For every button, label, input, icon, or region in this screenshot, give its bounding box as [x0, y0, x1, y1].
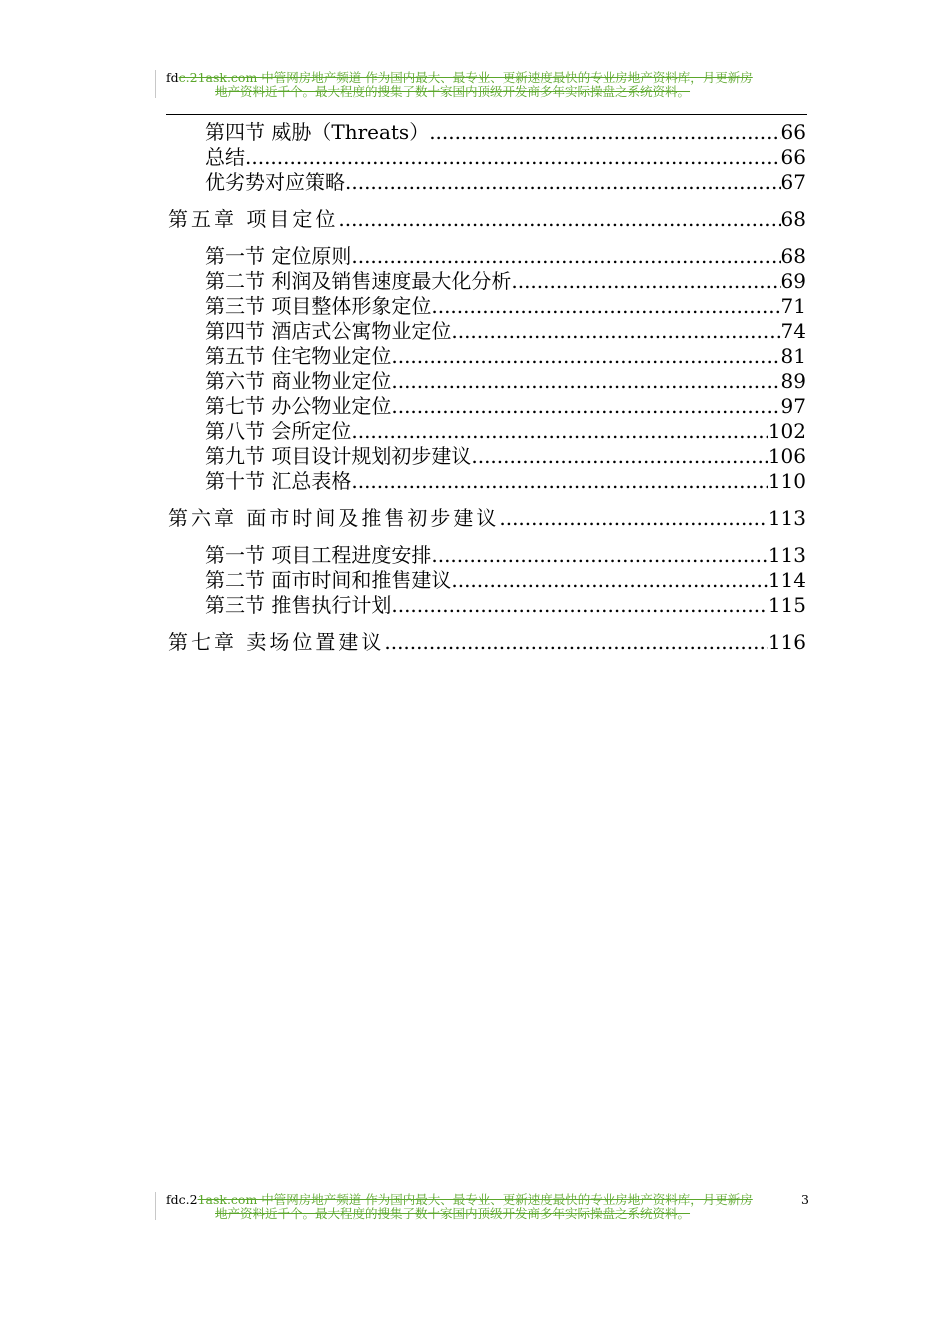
header-line-1 [166, 70, 753, 85]
toc-entry [205, 394, 806, 418]
toc-entry-title: 第四节 威胁（Threats） [205, 120, 430, 144]
toc-leader-dots [391, 593, 767, 617]
toc-entry-title: 第九节 项目设计规划初步建议 [205, 444, 472, 468]
page-number: 3 [801, 1192, 809, 1207]
toc-entry-page: 106 [767, 444, 806, 468]
toc-entry-page: 116 [767, 630, 806, 654]
toc-entry-title: 优劣势对应策略 [205, 170, 345, 194]
toc-entry-title: 第四节 酒店式公寓物业定位 [205, 319, 452, 343]
toc-entry-page: 74 [780, 319, 806, 343]
toc-entry-title: 第三节 项目整体形象定位 [205, 294, 432, 318]
toc-entry-page: 102 [767, 419, 806, 443]
toc-entry [205, 469, 806, 493]
header-margin-bar [155, 70, 156, 98]
toc-entry-title: 第二节 面市时间和推售建议 [205, 568, 452, 592]
toc-chapter-entry [168, 207, 806, 231]
toc-entry [205, 294, 806, 318]
toc-leader-dots [451, 568, 767, 592]
toc-leader-dots [431, 543, 767, 567]
toc-entry-page: 113 [767, 543, 806, 567]
toc-entry-page: 113 [767, 506, 806, 530]
header-line-2: 地产资料近千个。最大程度的搜集了数十家国内顶级开发商多年实际操盘之系统资料。 [215, 84, 691, 99]
toc-entry-title: 第六节 商业物业定位 [205, 369, 392, 393]
toc-leader-dots [351, 419, 767, 443]
footer-watermark-text: 1ask.com 中管网房地产频道 作为国内最大、最专业、更新速度最快的专业房地产资料库，月更新房 [197, 1192, 753, 1207]
toc-chapter-entry [168, 630, 806, 654]
toc-leader-dots [384, 630, 767, 654]
toc-entry [205, 568, 806, 592]
toc-entry [205, 344, 806, 368]
toc-entry-title: 第五节 住宅物业定位 [205, 344, 392, 368]
toc-entry-title: 第八节 会所定位 [205, 419, 352, 443]
toc-entry-title: 第二节 利润及销售速度最大化分析 [205, 269, 512, 293]
footer-line-2: 地产资料近千个。最大程度的搜集了数十家国内顶级开发商多年实际操盘之系统资料。 [215, 1206, 691, 1221]
header-watermark-text: c.21ask.com 中管网房地产频道 作为国内最大、最专业、更新速度最快的专业房地产资料库，月更新房 [178, 70, 753, 85]
toc-entry-title: 总结 [205, 145, 245, 169]
toc-entry-page: 81 [780, 344, 806, 368]
toc-leader-dots [351, 244, 780, 268]
toc-entry-page: 89 [780, 369, 806, 393]
toc-leader-dots [499, 506, 767, 530]
toc-entry-page: 71 [780, 294, 806, 318]
toc-chapter-title: 第七章 卖场位置建议 [168, 630, 385, 654]
toc-entry-page: 68 [780, 207, 806, 231]
toc-entry [205, 244, 806, 268]
toc-leader-dots [429, 120, 780, 144]
toc-entry [205, 444, 806, 468]
toc-leader-dots [451, 319, 780, 343]
toc-chapter-entry [168, 506, 806, 530]
toc-chapter-title: 第六章 面市时间及推售初步建议 [168, 506, 500, 530]
toc-entry [205, 369, 806, 393]
header-prefix: fd [166, 70, 179, 85]
toc-leader-dots [431, 294, 780, 318]
header-rule [166, 114, 807, 115]
toc-entry-page: 67 [780, 170, 806, 194]
toc-leader-dots [511, 269, 780, 293]
toc-leader-dots [471, 444, 767, 468]
toc-leader-dots [338, 207, 780, 231]
toc-entry [205, 593, 806, 617]
toc-entry-page: 69 [780, 269, 806, 293]
toc-entry-page: 114 [767, 568, 806, 592]
toc-leader-dots [345, 170, 781, 194]
toc-entry [205, 319, 806, 343]
toc-entry-page: 97 [780, 394, 806, 418]
toc-leader-dots [391, 394, 780, 418]
toc-entry-title: 第一节 项目工程进度安排 [205, 543, 432, 567]
footer-prefix: fdc.2 [166, 1192, 198, 1207]
toc-chapter-title: 第五章 项目定位 [168, 207, 339, 231]
toc-entry [205, 419, 806, 443]
toc-entry-page: 68 [780, 244, 806, 268]
toc-entry-title: 第一节 定位原则 [205, 244, 352, 268]
toc-entry [205, 269, 806, 293]
toc-entry-page: 66 [780, 145, 806, 169]
toc-leader-dots [245, 145, 781, 169]
toc-entry-title: 第十节 汇总表格 [205, 469, 352, 493]
toc-entry-page: 110 [767, 469, 806, 493]
footer-margin-bar [155, 1192, 156, 1220]
toc-entry-page: 115 [767, 593, 806, 617]
toc-entry [205, 120, 806, 144]
toc-entry [205, 170, 806, 194]
toc-entry-title: 第七节 办公物业定位 [205, 394, 392, 418]
toc-leader-dots [351, 469, 767, 493]
toc-entry-title: 第三节 推售执行计划 [205, 593, 392, 617]
toc-entry-page: 66 [780, 120, 806, 144]
toc-entry [205, 145, 806, 169]
footer-line-1 [166, 1192, 753, 1207]
toc-entry [205, 543, 806, 567]
toc-leader-dots [391, 369, 780, 393]
toc-leader-dots [391, 344, 780, 368]
